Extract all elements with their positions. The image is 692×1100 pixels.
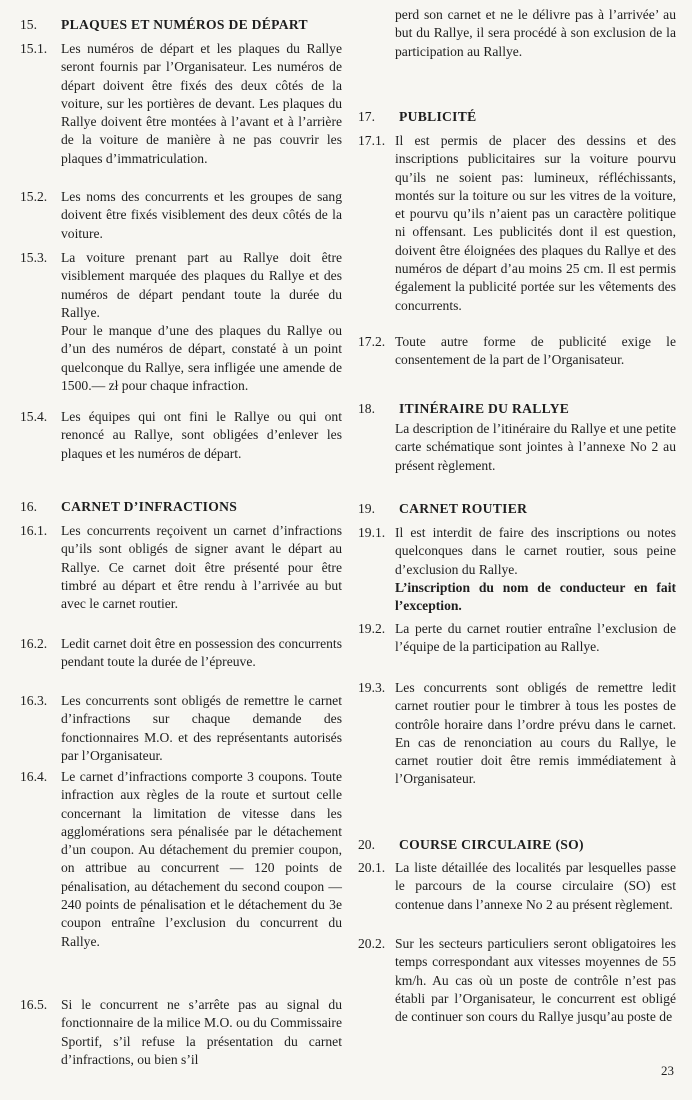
paragraph-16-1	[20, 522, 342, 613]
paragraph-text: Sur les secteurs particuliers seront obligatoires les temps correspondant aux vitesses moyennes de 55 km/h. Au cas où un poste de contrôle n’est pas établi par l’Organisateur, le concurrent est obligé de continuer son cours du Rallye jusqu’au poste de	[395, 936, 676, 1025]
paragraph-19-3	[358, 679, 676, 789]
paragraph-text: Le carnet d’infractions comporte 3 coupons. Toute infraction aux règles de la route et surtout celle concernant la limitation de vitesse dans les agglomérations sera pénalisée par le détachement d’un coupon. Au détachement du premier coupon, on attribue au concurrent — 120 points de pénalisation, au détachement du second coupon — 240 points de pénalisation et le détachement du 3e coupon entraîne l’exclusion du concurrent du Rallye.	[61, 769, 342, 949]
section-number: 19.	[358, 501, 375, 516]
paragraph-number: 17.1.	[358, 133, 386, 148]
paragraph-15-4	[20, 408, 342, 463]
paragraph-19-1	[358, 524, 676, 615]
section-20-heading	[358, 836, 584, 854]
paragraph-16-2	[20, 635, 342, 672]
paragraph-continued	[358, 6, 676, 61]
section-title: CARNET ROUTIER	[399, 501, 528, 516]
section-18-heading	[358, 400, 569, 418]
paragraph-text: La liste détaillée des localités par lesquelles passe le parcours de la course circulaire (SO) est contenue dans l’annexe No 2 au présent règlement.	[395, 860, 676, 912]
section-15-heading	[20, 16, 308, 34]
paragraph-number: 19.1.	[358, 525, 386, 540]
paragraph-15-3	[20, 249, 342, 395]
paragraph-text: Il est permis de placer des dessins et des inscriptions publicitaires sur la voiture pourvu qu’ils ne soient pas: lumineux, réfléchissants, montés sur la toiture ou sur les vitres de la voiture, et pourvu qu’ils n’aient pas un caractère politique ni offensant. Les publicités dont il est question, doivent être éloignées des plaques du Rallye et des numéros de départ d’au moins 25 cm. Il est permis également la publicité portée sur les vêtements des concurrents.	[395, 133, 676, 313]
paragraph-number: 15.1.	[20, 41, 48, 56]
paragraph-18	[358, 420, 676, 475]
paragraph-text-continued: Pour le manque d’une des plaques du Rallye ou d’un des numéros de départ, constaté à un point quelconque du Rallye, sera infligée une amende de 1500.— zł pour chaque infraction.	[61, 323, 342, 394]
paragraph-15-2	[20, 188, 342, 243]
section-title: PLAQUES ET NUMÉROS DE DÉPART	[61, 17, 308, 32]
paragraph-20-1	[358, 859, 676, 914]
paragraph-text: Les concurrents sont obligés de remettre le carnet d’infractions sur chaque demande des fonctionnaires M.O. et des représentants autorisés par l’Organisateur.	[61, 693, 342, 763]
section-title: PUBLICITÉ	[399, 109, 477, 124]
paragraph-number: 15.2.	[20, 189, 48, 204]
section-19-heading	[358, 500, 527, 518]
paragraph-text: Les équipes qui ont fini le Rallye ou qui ont renoncé au Rallye, sont obligées d’enlever les plaques et les numéros de départ.	[61, 409, 342, 461]
section-number: 20.	[358, 837, 375, 852]
paragraph-number: 20.2.	[358, 936, 386, 951]
section-title: ITINÉRAIRE DU RALLYE	[399, 401, 570, 416]
section-number: 15.	[20, 17, 37, 32]
paragraph-20-2	[358, 935, 676, 1026]
paragraph-number: 19.2.	[358, 621, 386, 636]
paragraph-number: 15.3.	[20, 250, 48, 265]
paragraph-text: Les concurrents reçoivent un carnet d’infractions qu’ils sont obligés de signer avant le départ au Rallye. Ce carnet doit être présenté pour être timbré au départ et être rendu à l’arrivée au but avec le carnet routier.	[61, 523, 342, 612]
page-number: 23	[661, 1063, 674, 1078]
paragraph-17-1	[358, 132, 676, 315]
section-number: 16.	[20, 499, 37, 514]
paragraph-bold-text: L’inscription du nom de conducteur en fait l’exception.	[395, 579, 676, 614]
paragraph-text: Ledit carnet doit être en possession des concurrents pendant toute la durée de l’épreuve.	[61, 636, 342, 670]
paragraph-number: 20.1.	[358, 860, 386, 875]
paragraph-number: 16.4.	[20, 769, 48, 784]
paragraph-text: Les numéros de départ et les plaques du Rallye seront fournis par l’Organisateur. Les numéros de départ doivent être fixés des deux côtés de la voiture, sur les portières de devant. Les plaques du Rallye doivent être montées à l’avant et à l’arrière de la voiture de manière à ne pas couvrir les plaques d’immatriculation.	[61, 41, 342, 166]
section-number: 18.	[358, 401, 375, 416]
paragraph-19-2	[358, 620, 676, 657]
paragraph-text: Les concurrents sont obligés de remettre ledit carnet routier pour le timbrer à tous les postes de contrôle horaire dans l’ordre prévu dans le carnet. En cas de renonciation au cours du Rallye, le carnet routier doit être remis immédiatement à l’Organisateur.	[395, 680, 676, 787]
paragraph-number: 15.4.	[20, 409, 48, 424]
paragraph-16-5	[20, 996, 342, 1069]
paragraph-text: perd son carnet et ne le délivre pas à l’arrivée’ au but du Rallye, il sera procédé à son exclusion de la participation au Rallye.	[395, 7, 676, 59]
paragraph-text: Il est interdit de faire des inscriptions ou notes quelconques dans le carnet routier, sous peine d’exclusion du Rallye.	[395, 525, 676, 577]
paragraph-text: Si le concurrent ne s’arrête pas au signal du fonctionnaire de la milice M.O. ou du Commissaire Sportif, s’il refuse la présentation du carnet d’infractions, ou bien s’il	[61, 997, 342, 1067]
paragraph-number: 19.3.	[358, 680, 386, 695]
paragraph-text: La perte du carnet routier entraîne l’exclusion de l’équipe de la participation au Rallye.	[395, 621, 676, 655]
section-17-heading	[358, 108, 477, 126]
paragraph-text: Les noms des concurrents et les groupes de sang doivent être fixés visiblement des deux côtés de la voiture.	[61, 189, 342, 241]
paragraph-15-1	[20, 40, 342, 168]
paragraph-17-2	[358, 333, 676, 370]
paragraph-text: Toute autre forme de publicité exige le consentement de la part de l’Organisateur.	[395, 334, 676, 368]
paragraph-text: La voiture prenant part au Rallye doit être visiblement marquée des plaques du Rallye et des numéros de départ pendant toute la durée du Rallye.	[61, 250, 342, 320]
paragraph-number: 16.5.	[20, 997, 48, 1012]
paragraph-16-3	[20, 692, 342, 765]
section-number: 17.	[358, 109, 375, 124]
paragraph-number: 16.2.	[20, 636, 48, 651]
paragraph-number: 16.1.	[20, 523, 48, 538]
section-16-heading	[20, 498, 237, 516]
paragraph-text: La description de l’itinéraire du Rallye et une petite carte schématique sont jointes à l’annexe No 2 au présent règlement.	[395, 421, 676, 473]
paragraph-16-4	[20, 768, 342, 951]
paragraph-number: 16.3.	[20, 693, 48, 708]
section-title: CARNET D’INFRACTIONS	[61, 499, 238, 514]
section-title: COURSE CIRCULAIRE (SO)	[399, 837, 584, 852]
paragraph-number: 17.2.	[358, 334, 386, 349]
